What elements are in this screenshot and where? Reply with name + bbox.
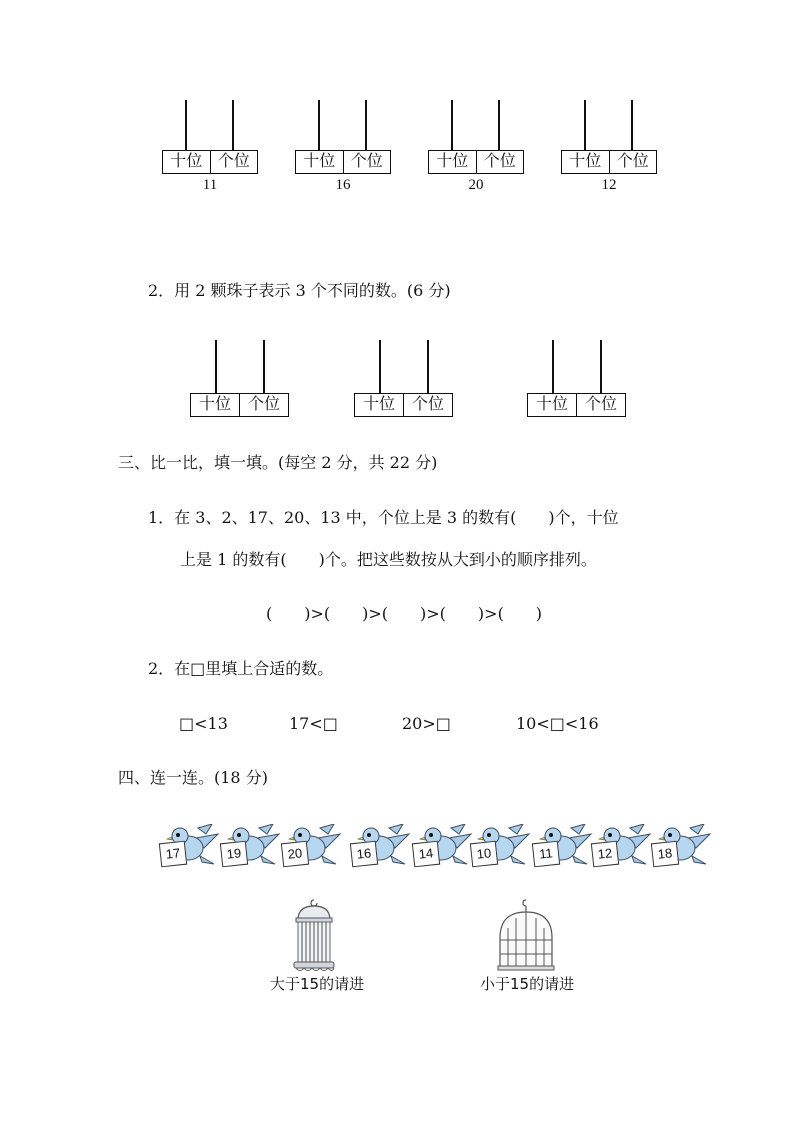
bird-number-card: 18 <box>651 841 679 868</box>
tens-label: 十位 <box>535 394 568 413</box>
abacus-number: 12 <box>601 177 617 193</box>
ones-label: 个位 <box>343 151 391 173</box>
place-value-base <box>354 393 453 417</box>
bird-number-card: 17 <box>159 841 187 868</box>
place-value-base <box>561 150 657 174</box>
ones-rod <box>498 100 500 152</box>
tens-label: 十位 <box>362 394 395 413</box>
abacus-16 <box>295 100 391 200</box>
tens-label: 十位 <box>436 151 469 170</box>
bird-number-card: 12 <box>591 841 619 868</box>
bird-12[interactable] <box>590 824 652 874</box>
bird-number-card: 14 <box>412 841 440 868</box>
bird-number-card: 19 <box>220 841 248 868</box>
cage-right-label: 小于15的请进 <box>480 975 575 993</box>
blank-abacus-2[interactable] <box>354 340 454 420</box>
bird-11[interactable] <box>531 824 593 874</box>
tens-rod <box>584 100 586 152</box>
ones-rod <box>600 340 602 395</box>
abacus-number: 16 <box>335 177 351 193</box>
bird-16[interactable] <box>349 824 411 874</box>
tens-rod <box>379 340 381 395</box>
tens-rod <box>185 100 187 152</box>
ones-rod <box>427 340 429 395</box>
ones-rod <box>631 100 633 152</box>
ones-label: 个位 <box>609 151 657 173</box>
tens-rod <box>552 340 554 395</box>
ordering-blanks[interactable]: ( )>( )>( )>( )>( ) <box>266 604 543 623</box>
tens-rod <box>215 340 217 395</box>
abacus-20 <box>428 100 524 200</box>
ones-rod <box>365 100 367 152</box>
bird-number-card: 11 <box>532 841 560 868</box>
ones-label: 个位 <box>476 151 524 173</box>
blank-abacus-1[interactable] <box>190 340 290 420</box>
abacus-number: 11 <box>202 177 218 193</box>
inequality-4[interactable]: 10<□<16 <box>516 714 599 733</box>
abacus-12 <box>561 100 657 200</box>
section-3-q1-line1: 1．在 3、2、17、20、13 中，个位上是 3 的数有( )个，十位 <box>148 508 619 527</box>
inequality-1[interactable]: □<13 <box>179 714 228 733</box>
section-3-title: 三、比一比，填一填。(每空 2 分，共 22 分) <box>118 453 438 472</box>
cage-left[interactable] <box>290 898 338 978</box>
blank-abacus-3[interactable] <box>527 340 627 420</box>
place-value-base <box>428 150 524 174</box>
bird-14[interactable] <box>411 824 473 874</box>
ornate-cage-icon <box>290 898 338 974</box>
bird-number-card: 16 <box>350 841 378 868</box>
place-value-base <box>295 150 391 174</box>
bird-17[interactable] <box>158 824 220 874</box>
inequality-2[interactable]: 17<□ <box>289 714 338 733</box>
bird-number-card: 20 <box>281 841 309 868</box>
section-4-title: 四、连一连。(18 分) <box>118 768 268 787</box>
tens-rod <box>318 100 320 152</box>
bird-10[interactable] <box>469 824 531 874</box>
cage-left-label: 大于15的请进 <box>270 975 365 993</box>
round-cage-icon <box>496 898 556 974</box>
ones-label: 个位 <box>210 151 258 173</box>
ones-rod <box>232 100 234 152</box>
cage-right[interactable] <box>496 898 556 978</box>
place-value-base <box>190 393 289 417</box>
bird-18[interactable] <box>650 824 712 874</box>
tens-rod <box>451 100 453 152</box>
bird-number-card: 10 <box>470 841 498 868</box>
tens-label: 十位 <box>170 151 203 170</box>
bird-19[interactable] <box>219 824 281 874</box>
section-3-q1-line2: 上是 1 的数有( )个。把这些数按从大到小的顺序排列。 <box>180 550 597 569</box>
bird-20[interactable] <box>280 824 342 874</box>
tens-label: 十位 <box>303 151 336 170</box>
place-value-base <box>527 393 626 417</box>
tens-label: 十位 <box>198 394 231 413</box>
abacus-11 <box>162 100 258 200</box>
ones-label: 个位 <box>576 394 625 416</box>
question-2-text: 2．用 2 颗珠子表示 3 个不同的数。(6 分) <box>148 281 451 300</box>
ones-label: 个位 <box>403 394 452 416</box>
abacus-number: 20 <box>468 177 484 193</box>
ones-label: 个位 <box>239 394 288 416</box>
section-3-q2-text: 2．在□里填上合适的数。 <box>148 659 334 678</box>
tens-label: 十位 <box>569 151 602 170</box>
inequality-3[interactable]: 20>□ <box>402 714 451 733</box>
place-value-base <box>162 150 258 174</box>
ones-rod <box>263 340 265 395</box>
